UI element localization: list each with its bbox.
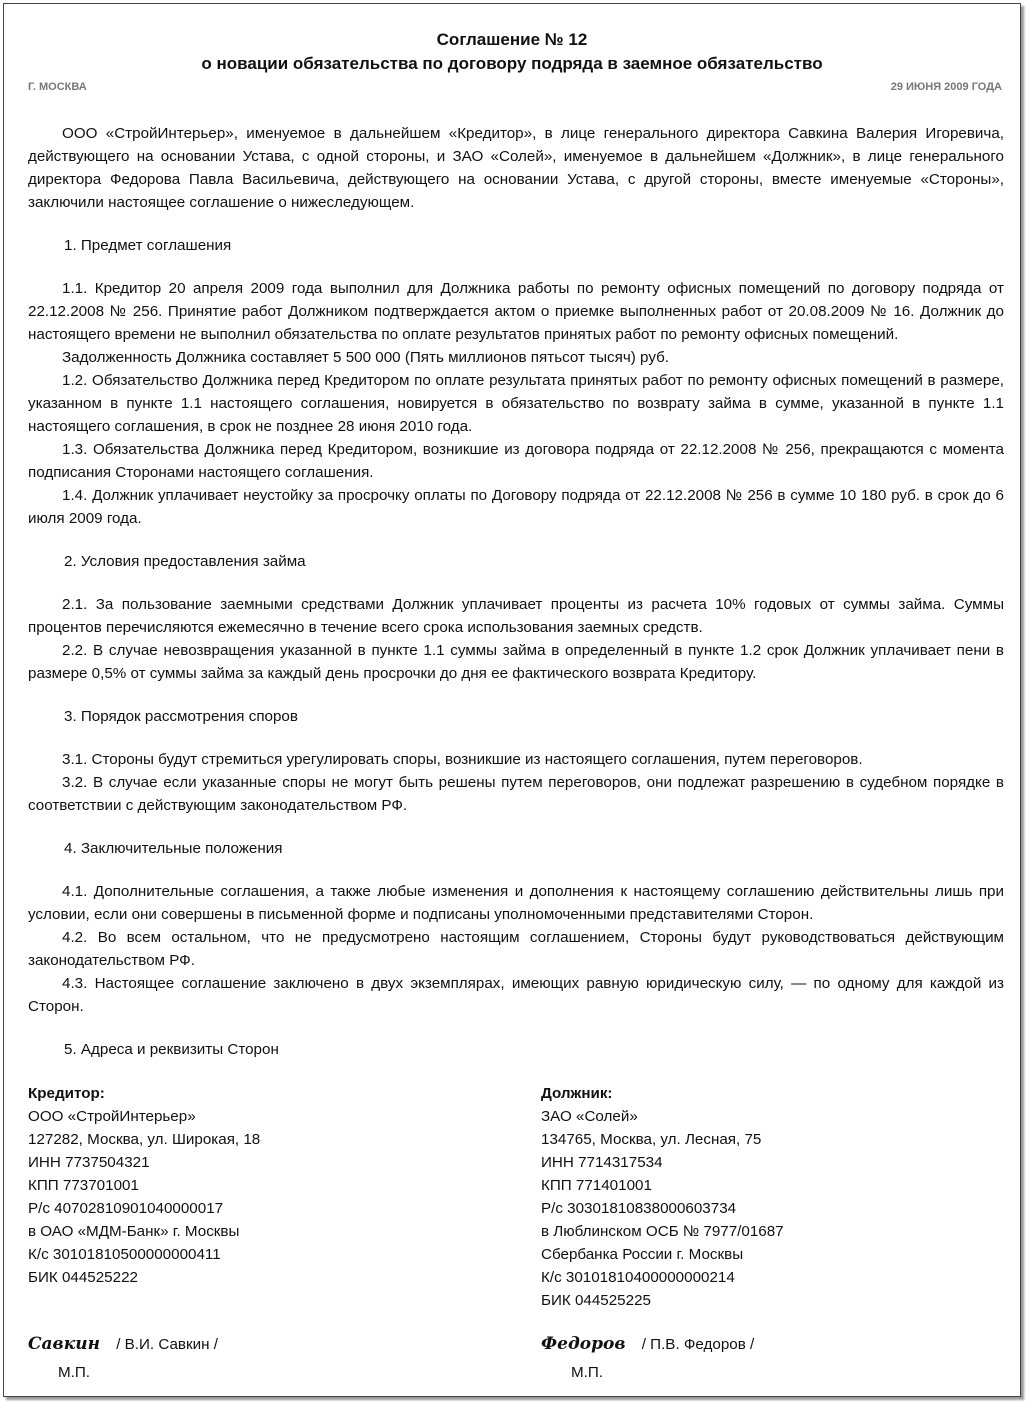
creditor-handwritten-signature: Савкин: [28, 1334, 100, 1354]
section-heading: 1. Предмет соглашения: [64, 237, 232, 254]
creditor-details: [28, 1082, 260, 1289]
paragraph-2-2: 2.2. В случае невозвращения указанной в пункте 1.1 суммы займа в определенный в пункте 1.2 срок Должник уплачивает пени в размере 0,5% от суммы займа за каждый день просрочки до дня ее фактического возврата Кредитору.: [28, 642, 1004, 682]
debtor-line: Сбербанка России г. Москвы: [541, 1246, 744, 1263]
debtor-line: 134765, Москва, ул. Лесная, 75: [541, 1131, 762, 1148]
section-heading: 5. Адреса и реквизиты Сторон: [64, 1041, 279, 1058]
debtor-label: Должник:: [541, 1085, 613, 1102]
debtor-line: БИК 044525225: [541, 1292, 651, 1309]
section-heading: 4. Заключительные положения: [64, 840, 283, 857]
paragraph-debt: Задолженность Должника составляет 5 500 000 (Пять миллионов пятьсот тысяч) руб.: [62, 349, 670, 366]
creditor-line: 127282, Москва, ул. Широкая, 18: [28, 1131, 261, 1148]
creditor-line: КПП 773701001: [28, 1177, 139, 1194]
paragraph-1-2: 1.2. Обязательство Должника перед Кредитором по оплате результата принятых работ по ремонту офисных помещений в размере, указанном в пункте 1.1 настоящего соглашения, новируется в обязательство по возврату займа в сумме, указанной в пункте 1.1 настоящего соглашения, в срок не позднее 28 июня 2010 года.: [28, 372, 1004, 435]
creditor-line: К/с 30101810500000000411: [28, 1246, 221, 1263]
document-subtitle: о новации обязательства по договору подряда в заемное обязательство: [201, 54, 823, 73]
debtor-line: Р/с 30301810838000603734: [541, 1200, 737, 1217]
creditor-line: ИНН 7737504321: [28, 1154, 150, 1171]
paragraph-4-3: 4.3. Настоящее соглашение заключено в двух экземплярах, имеющих равную юридическую силу, — по одному для каждой из Сторон.: [28, 975, 1004, 1015]
creditor-stamp-place: М.П.: [58, 1364, 91, 1381]
document-page: [3, 3, 1021, 1397]
paragraph-1-3: 1.3. Обязательства Должника перед Кредитором, возникшие из договора подряда от 22.12.2008 № 256, прекращаются с момента подписания Сторонами настоящего соглашения.: [28, 441, 1004, 481]
creditor-line: ООО «СтройИнтерьер»: [28, 1108, 196, 1125]
paragraph-1-1: 1.1. Кредитор 20 апреля 2009 года выполнил для Должника работы по ремонту офисных помещений по договору подряда от 22.12.2008 № 256. Принятие работ Должником подтверждается актом о приемке выполненных работ от 20.08.2009 № 16. Должник до настоящего времени не выполнил обязательства по оплате результатов принятых работ по ремонту офисных помещений.: [28, 280, 1004, 343]
paragraph-4-1: 4.1. Дополнительные соглашения, а также любые изменения и дополнения к настоящему соглашению действительны лишь при условии, если они совершены в письменной форме и подписаны уполномоченными представителями Сторон.: [28, 883, 1004, 923]
debtor-details: [541, 1082, 784, 1312]
debtor-line: ИНН 7714317534: [541, 1154, 663, 1171]
creditor-line: в ОАО «МДМ-Банк» г. Москвы: [28, 1223, 240, 1240]
creditor-label: Кредитор:: [28, 1085, 105, 1102]
debtor-stamp-place: М.П.: [571, 1364, 604, 1381]
paragraph-3-2: 3.2. В случае если указанные споры не могут быть решены путем переговоров, они подлежат разрешению в судебном порядке в соответствии с действующим законодательством РФ.: [28, 774, 1004, 814]
debtor-line: в Люблинском ОСБ № 7977/01687: [541, 1223, 784, 1240]
paragraph-2-1: 2.1. За пользование заемными средствами Должник уплачивает проценты из расчета 10% годовых от суммы займа. Суммы процентов перечисляются ежемесячно в течение всего срока использования заемных средств.: [28, 596, 1004, 636]
debtor-handwritten-signature: Федоров: [541, 1334, 626, 1354]
paragraph-3-1: 3.1. Стороны будут стремиться урегулировать споры, возникшие из настоящего соглашения, путем переговоров.: [62, 751, 863, 768]
intro-paragraph: ООО «СтройИнтерьер», именуемое в дальнейшем «Кредитор», в лице генерального директора Савкина Валерия Игоревича, действующего на основании Устава, с одной стороны, и ЗАО «Солей», именуемое в дальнейшем «Должник», в лице генерального директора Федорова Павла Васильевича, действующего на основании Устава, с другой стороны, вместе именуемые «Стороны», заключили настоящее соглашение о нижеследующем.: [28, 125, 1004, 211]
debtor-line: К/с 30101810400000000214: [541, 1269, 735, 1286]
document-date: 29 ИЮНЯ 2009 ГОДА: [890, 81, 1002, 93]
document-city: Г. МОСКВА: [28, 81, 87, 93]
debtor-line: КПП 771401001: [541, 1177, 652, 1194]
section-heading: 2. Условия предоставления займа: [64, 553, 306, 570]
creditor-signer: / В.И. Савкин /: [116, 1336, 218, 1353]
creditor-line: Р/с 40702810901040000017: [28, 1200, 224, 1217]
debtor-signature-block: [541, 1334, 754, 1354]
creditor-signature-block: [28, 1334, 218, 1354]
creditor-line: БИК 044525222: [28, 1269, 138, 1286]
document-body: [28, 122, 1004, 1081]
paragraph-4-2: 4.2. Во всем остальном, что не предусмотрено настоящим соглашением, Стороны будут руководствоваться действующим законодательством РФ.: [28, 929, 1004, 969]
section-heading: 3. Порядок рассмотрения споров: [64, 708, 298, 725]
debtor-line: ЗАО «Солей»: [541, 1108, 638, 1125]
document-title: Соглашение № 12: [436, 30, 588, 49]
paragraph-1-4: 1.4. Должник уплачивает неустойку за просрочку оплаты по Договору подряда от 22.12.2008 № 256 в сумме 10 180 руб. в срок до 6 июля 2009 года.: [28, 487, 1004, 527]
debtor-signer: / П.В. Федоров /: [641, 1336, 755, 1353]
